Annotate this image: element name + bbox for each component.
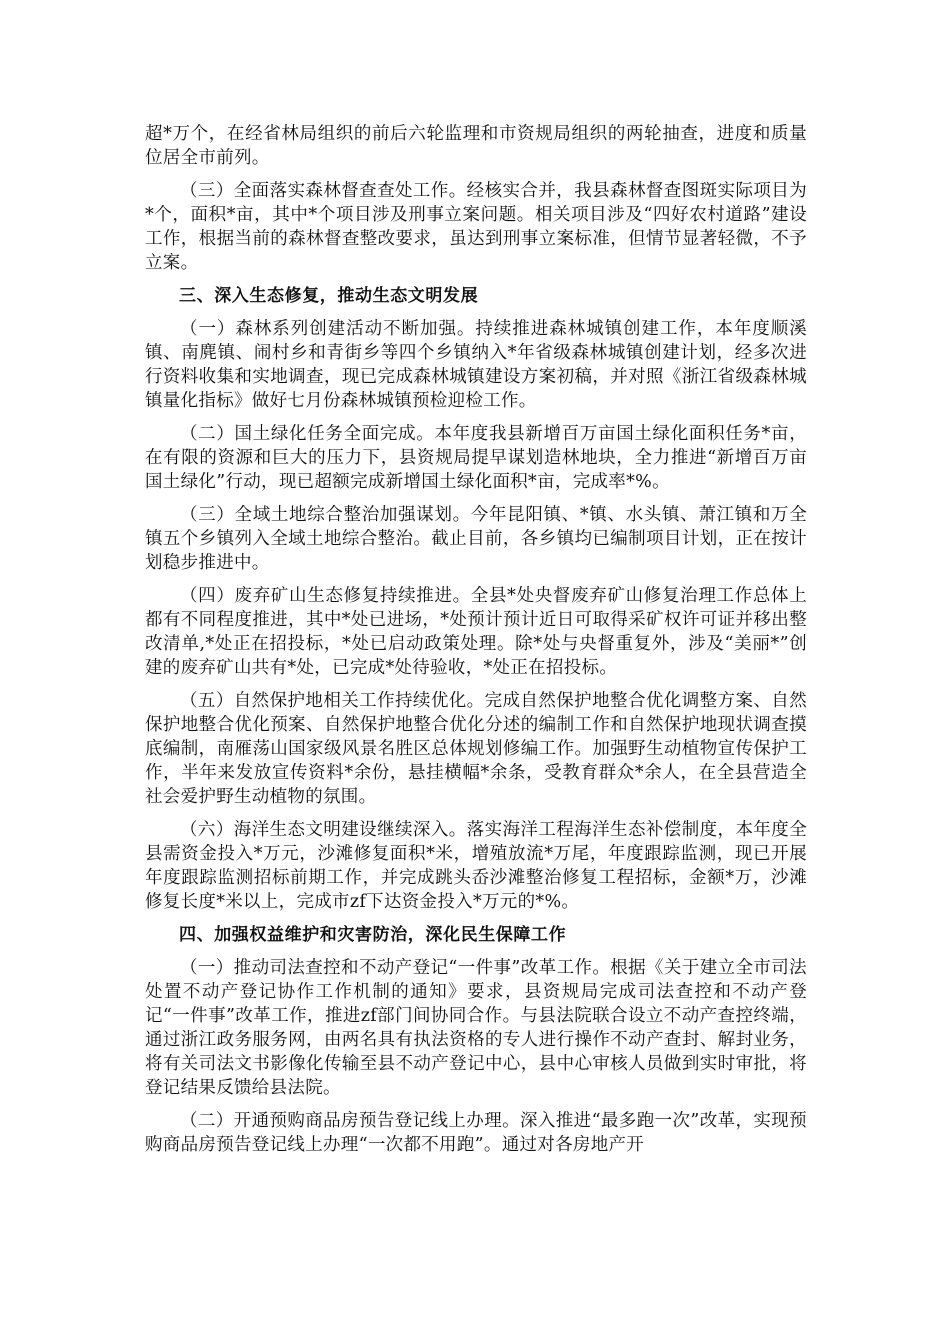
paragraph-presale-registration: （二）开通预购商品房预告登记线上办理。深入推进“最多跑一次”改革，实现预购商品房预告登记线上办理“一次都不用跑”。通过对各房地产开 [145,1111,807,1155]
paragraph-land-greening: （二）国土绿化任务全面完成。本年度我县新增百万亩国土绿化面积任务*亩，在有限的资源和巨大的压力下，县资规局提早谋划造林地块，全力推进“新增百万亩国土绿化”行动，现已超额完成新增国土绿化面积*亩，完成率*%。 [145,424,807,492]
paragraph-nature-reserve: （五）自然保护地相关工作持续优化。完成自然保护地整合优化调整方案、自然保护地整合优化预案、自然保护地整合优化分述的编制工作和自然保护地现状调查摸底编制，南雁荡山国家级风景名胜区总体规划修编工作。加强野生动植物宣传保护工作，半年来发放宣传资料*余份，悬挂横幅*余条，受教育群众*余人，在全县营造全社会爱护野生动植物的氛围。 [145,691,807,807]
paragraph-land-consolidation: （三）全域土地综合整治加强谋划。今年昆阳镇、*镇、水头镇、萧江镇和万全镇五个乡镇列入全域土地综合整治。截止目前，各乡镇均已编制项目计划，正在按计划稳步推进中。 [145,505,807,573]
paragraph-forest-town: （一）森林系列创建活动不断加强。持续推进森林城镇创建工作，本年度顺溪镇、南麂镇、闹村乡和青街乡等四个乡镇纳入*年省级森林城镇创建计划，经多次进行资料收集和实地调查，现已完成森林城镇建设方案初稿，并对照《浙江省级森林城镇量化指标》做好七月份森林城镇预检迎检工作。 [145,319,807,411]
document-body [145,122,807,1166]
paragraph-continued: 超*万个，在经省林局组织的前后六轮监理和市资规局组织的两轮抽查，进度和质量位居全市前列。 [145,124,807,168]
paragraph-mine-restoration: （四）废弃矿山生态修复持续推进。全县*处央督废弃矿山修复治理工作总体上都有不同程度推进，其中*处已进场，*处预计预计近日可取得采矿权许可证并移出整改清单,*处正在招投标，*处已启动政策处理。除*处与央督重复外，涉及“美丽*”创建的废弃矿山共有*处，已完成*处待验收，*处正在招投标。 [145,586,807,678]
paragraph-marine-ecology: （六）海洋生态文明建设继续深入。落实海洋工程海洋生态补偿制度，本年度全县需资金投入*万元，沙滩修复面积*米，增殖放流*万尾，年度跟踪监测，现已开展年度跟踪监测招标前期工作，并完成跳头岙沙滩整治修复工程招标，金额*万，沙滩修复长度*米以上，完成市zf下达资金投入*万元的*%。 [145,820,807,912]
section-heading-ecology: 三、深入生态修复，推动生态文明发展 [179,286,479,306]
paragraph-judicial-registration: （一）推动司法查控和不动产登记“一件事”改革工作。根据《关于建立全市司法处置不动产登记协作工作机制的通知》要求，县资规局完成司法查控和不动产登记“一件事”改革工作，推进zf部门间协同合作。与县法院联合设立不动产查控终端，通过浙江政务服务网，由两名具有执法资格的专人进行操作不动产查封、解封业务，将有关司法文书影像化传输至县不动产登记中心，县中心审核人员做到实时审批，将登记结果反馈给县法院。 [145,958,807,1098]
section-heading-rights: 四、加强权益维护和灾害防治，深化民生保障工作 [179,925,567,945]
paragraph-forest-inspection: （三）全面落实森林督查查处工作。经核实合并，我县森林督查图斑实际项目为*个，面积*亩，其中*个项目涉及刑事立案问题。相关项目涉及“四好农村道路”建设工作，根据当前的森林督查整改要求，虽达到刑事立案标准，但情节显著轻微，不予立案。 [145,181,807,273]
